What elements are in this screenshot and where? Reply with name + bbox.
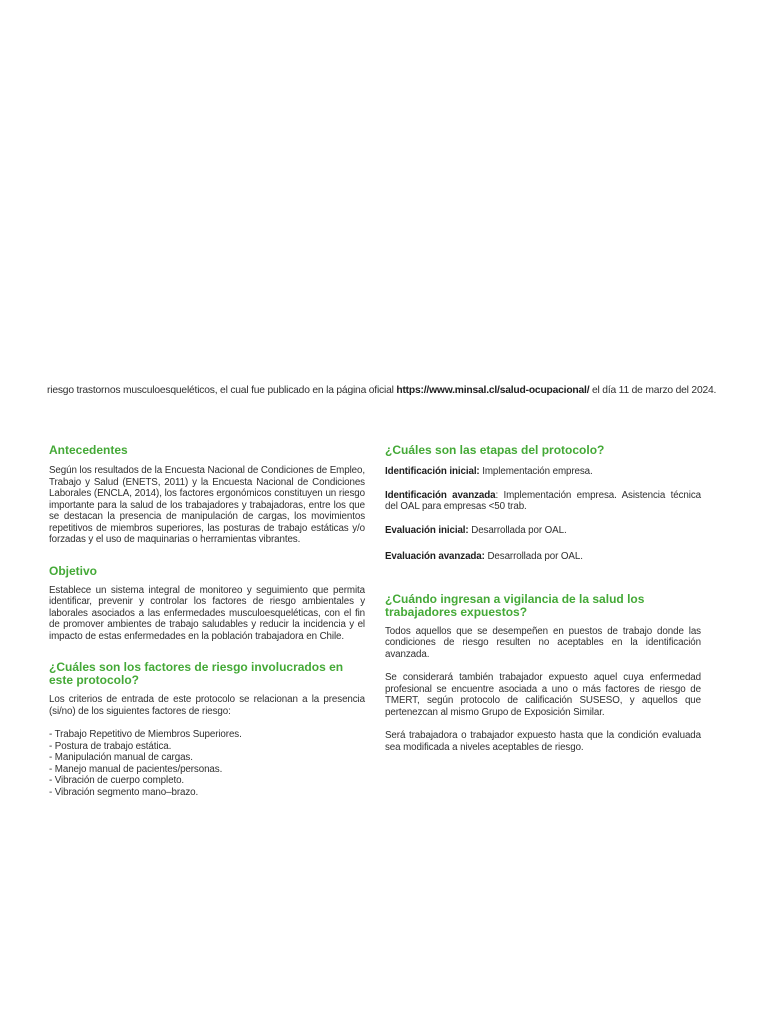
list-item: - Vibración de cuerpo completo. bbox=[49, 775, 185, 786]
list-item: - Manipulación manual de cargas. bbox=[49, 752, 193, 763]
etapa-label: Identificación inicial: bbox=[385, 466, 480, 477]
etapa-item bbox=[385, 551, 701, 563]
factores-list bbox=[49, 729, 365, 798]
objetivo-heading: Objetivo bbox=[49, 563, 98, 578]
etapa-item bbox=[385, 525, 701, 537]
etapa-text: : Implementación empresa. Asistencia técnica del OAL para empresas <50 trab. bbox=[385, 489, 701, 512]
etapa-label: Identificación avanzada bbox=[385, 489, 496, 501]
etapa-text: Desarrollada por OAL. bbox=[468, 524, 567, 536]
objetivo-body: Establece un sistema integral de monitoreo y seguimiento que permita identificar, prevenir y controlar los factores de riesgo ambientales y laborales asociados a las enfermedades musculoesqueléticas, con el fin de promover ambientes de trabajo saludables y reducir la incidencia y el impacto de estas enfermedades en la población trabajadora en Chile. bbox=[49, 584, 365, 642]
left-column bbox=[49, 444, 365, 798]
list-item: - Trabajo Repetitivo de Miembros Superiores. bbox=[49, 729, 242, 740]
factores-heading: ¿Cuáles son los factores de riesgo involucrados en este protocolo? bbox=[49, 660, 344, 687]
antecedentes-heading: Antecedentes bbox=[49, 443, 128, 457]
intro-paragraph bbox=[47, 384, 727, 398]
list-item: - Manejo manual de pacientes/personas. bbox=[49, 763, 223, 775]
vigilancia-paragraph: Se considerará también trabajador expuesto aquel cuya enfermedad profesional se encuentre asociada a uno o más factores de riesgo de TMERT, según protocolo de calificación SUSESO, y aquellos que pertenezcan al mismo Grupo de Exposición Similar. bbox=[385, 672, 701, 718]
etapa-item bbox=[385, 490, 701, 513]
list-item: - Vibración segmento mano–brazo. bbox=[49, 786, 199, 798]
etapa-text: Implementación empresa. bbox=[479, 466, 593, 477]
factores-body: Los criterios de entrada de este protocolo se relacionan a la presencia (si/no) de los siguientes factores de riesgo: bbox=[49, 694, 365, 717]
antecedentes-body: Según los resultados de la Encuesta Nacional de Condiciones de Empleo, Trabajo y Salud (ENETS, 2011) y la Encuesta Nacional de Condiciones Laborales (ENCLA, 2014), los factores ergonómicos constituyen un riesgo importante para la salud de los trabajadores y trabajadoras, entre los que se destacan la presencia de manipulación de cargas, los movimientos repetitivos de miembros superiores, las posturas de trabajo estáticas y/o forzadas y el uso de maquinarias o herramientas vibrantes. bbox=[49, 465, 365, 545]
etapa-item bbox=[385, 466, 701, 478]
intro-text-after: el día 11 de marzo del 2024. bbox=[589, 385, 717, 397]
right-column bbox=[385, 444, 701, 753]
minsal-link[interactable]: https://www.minsal.cl/salud-ocupacional/ bbox=[396, 385, 590, 397]
etapa-label: Evaluación inicial: bbox=[385, 524, 469, 536]
etapa-label: Evaluación avanzada: bbox=[385, 551, 485, 562]
etapa-text: Desarrollada por OAL. bbox=[484, 551, 583, 562]
list-item: - Postura de trabajo estática. bbox=[49, 740, 172, 752]
etapas-heading: ¿Cuáles son las etapas del protocolo? bbox=[385, 443, 605, 457]
intro-text-before: riesgo trastornos musculoesqueléticos, el cual fue publicado en la página oficial bbox=[47, 385, 397, 397]
vigilancia-heading: ¿Cuándo ingresan a vigilancia de la salud los trabajadores expuestos? bbox=[385, 591, 645, 619]
vigilancia-paragraph: Todos aquellos que se desempeñen en puestos de trabajo donde las condiciones de riesgo resulten no aceptables en la identificación avanzada. bbox=[385, 625, 701, 660]
vigilancia-paragraph: Será trabajadora o trabajador expuesto hasta que la condición evaluada sea modificada a niveles aceptables de riesgo. bbox=[385, 730, 701, 753]
